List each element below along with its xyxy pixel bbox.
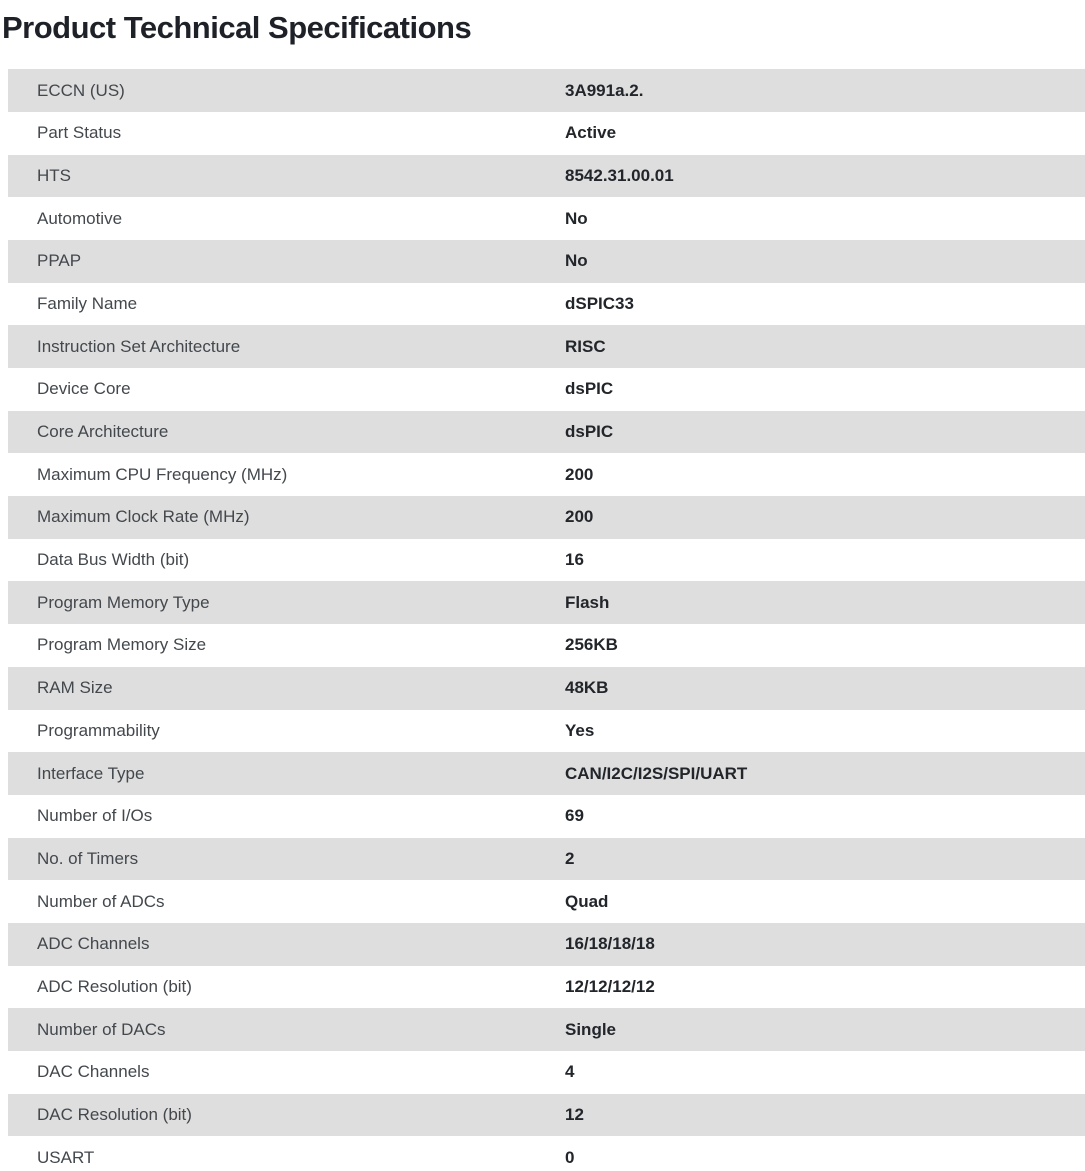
spec-value: 3A991a.2. xyxy=(565,80,644,100)
spec-label: Programmability xyxy=(37,720,160,740)
spec-label: No. of Timers xyxy=(37,848,139,868)
spec-value: CAN/I2C/I2S/SPI/UART xyxy=(565,763,748,783)
spec-row xyxy=(8,880,1085,923)
spec-label: Part Status xyxy=(37,123,122,143)
spec-value: RISC xyxy=(565,336,606,356)
spec-label: Family Name xyxy=(37,293,138,313)
spec-label: Interface Type xyxy=(37,763,145,783)
spec-label: HTS xyxy=(37,165,71,185)
spec-value: 200 xyxy=(565,464,594,484)
spec-value: 2 xyxy=(565,848,575,868)
spec-value: 0 xyxy=(565,1147,575,1167)
spec-row xyxy=(8,496,1085,539)
spec-row xyxy=(8,197,1085,240)
spec-row xyxy=(8,325,1085,368)
spec-label: Number of I/Os xyxy=(37,806,153,826)
spec-row xyxy=(8,539,1085,582)
spec-value: dSPIC33 xyxy=(565,293,634,313)
spec-row xyxy=(8,240,1085,283)
spec-label: Program Memory Type xyxy=(37,592,210,612)
spec-value: Quad xyxy=(565,891,609,911)
spec-value: 12/12/12/12 xyxy=(565,976,655,996)
spec-row xyxy=(8,923,1085,966)
spec-row xyxy=(8,966,1085,1009)
spec-row xyxy=(8,667,1085,710)
spec-label: Maximum CPU Frequency (MHz) xyxy=(37,464,288,484)
spec-label: Data Bus Width (bit) xyxy=(37,550,190,570)
spec-label: ECCN (US) xyxy=(37,80,125,100)
spec-value: 48KB xyxy=(565,678,609,698)
spec-label: Program Memory Size xyxy=(37,635,207,655)
spec-row xyxy=(8,368,1085,411)
spec-value: Yes xyxy=(565,720,595,740)
spec-value: 4 xyxy=(565,1062,575,1082)
spec-row xyxy=(8,411,1085,454)
spec-label: DAC Resolution (bit) xyxy=(37,1105,192,1125)
spec-label: Maximum Clock Rate (MHz) xyxy=(37,507,250,527)
spec-row xyxy=(8,1051,1085,1094)
spec-label: RAM Size xyxy=(37,678,113,698)
spec-label: ADC Resolution (bit) xyxy=(37,976,192,996)
spec-label: Number of DACs xyxy=(37,1019,166,1039)
spec-label: USART xyxy=(37,1147,95,1167)
spec-value: 200 xyxy=(565,507,594,527)
spec-value: 16/18/18/18 xyxy=(565,934,655,954)
spec-row xyxy=(8,283,1085,326)
spec-row xyxy=(8,710,1085,753)
spec-table xyxy=(8,69,1085,1171)
spec-value: Single xyxy=(565,1019,617,1039)
spec-row xyxy=(8,624,1085,667)
spec-value: 12 xyxy=(565,1105,584,1125)
spec-label: ADC Channels xyxy=(37,934,150,954)
spec-value: 69 xyxy=(565,806,584,826)
spec-label: DAC Channels xyxy=(37,1062,150,1082)
spec-value: Active xyxy=(565,123,617,143)
spec-value: 8542.31.00.01 xyxy=(565,165,674,185)
spec-value: Flash xyxy=(565,592,610,612)
spec-label: Automotive xyxy=(37,208,123,228)
spec-value: No xyxy=(565,251,588,271)
spec-value: 16 xyxy=(565,550,584,570)
spec-label: Core Architecture xyxy=(37,422,169,442)
spec-label: Device Core xyxy=(37,379,131,399)
spec-label: Instruction Set Architecture xyxy=(37,336,241,356)
spec-value: No xyxy=(565,208,588,228)
spec-value: dsPIC xyxy=(565,422,614,442)
page-title: Product Technical Specifications xyxy=(2,10,472,45)
spec-value: 256KB xyxy=(565,635,618,655)
spec-label: Number of ADCs xyxy=(37,891,165,911)
spec-row xyxy=(8,795,1085,838)
spec-row xyxy=(8,112,1085,155)
spec-row xyxy=(8,69,1085,112)
spec-row xyxy=(8,1094,1085,1137)
spec-row xyxy=(8,752,1085,795)
spec-row xyxy=(8,155,1085,198)
spec-row xyxy=(8,581,1085,624)
spec-row xyxy=(8,1136,1085,1171)
spec-value: dsPIC xyxy=(565,379,614,399)
spec-label: PPAP xyxy=(37,251,82,271)
spec-row xyxy=(8,453,1085,496)
spec-row xyxy=(8,838,1085,881)
spec-row xyxy=(8,1008,1085,1051)
